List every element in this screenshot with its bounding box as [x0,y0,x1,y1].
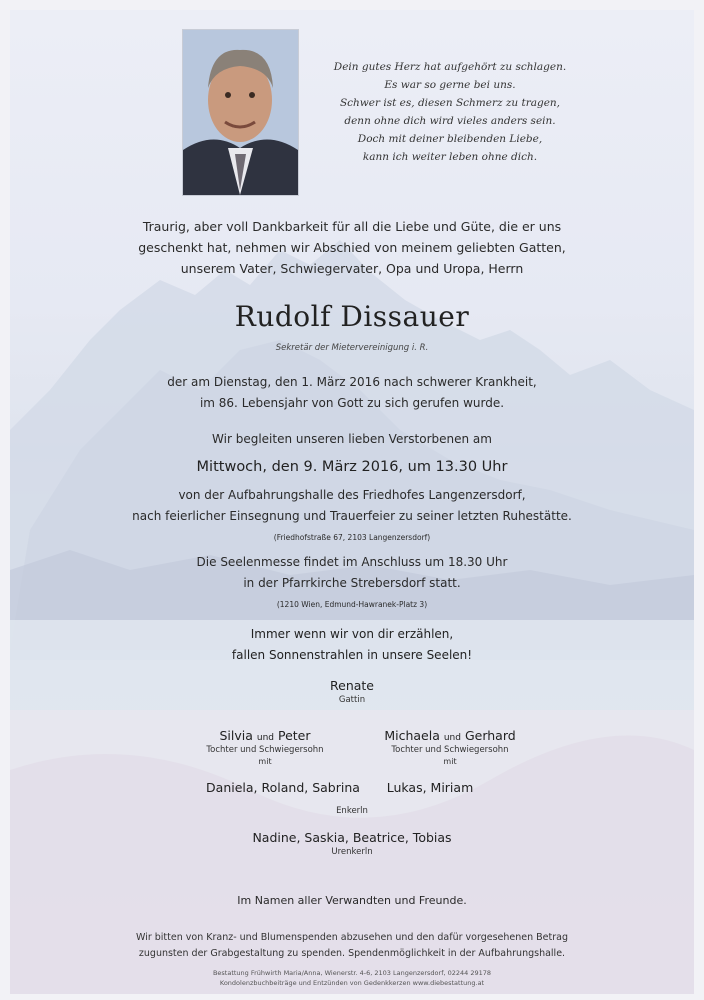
donation-request [10,930,694,962]
left-with: mit [258,757,272,766]
saying-line: fallen Sonnenstrahlen in unsere Seelen! [231,648,473,662]
imprint-line: Kondolenzbuchbeiträge und Entzünden von Gedenkkerzen www.diebestattung.at [219,979,485,987]
intro-line: geschenkt hat, nehmen wir Abschied von meinem geliebten Gatten, [138,240,566,255]
right-couple-and: und [443,733,461,743]
church-address: (1210 Wien, Edmund-Hawranek-Platz 3) [276,600,428,609]
left-couple-name-a: Silvia [219,728,253,743]
cemetery-address: (Friedhofstraße 67, 2103 Langenzersdorf) [273,533,431,542]
requiem-mass [10,552,694,615]
left-couple-and: und [256,733,275,743]
funeral-home-imprint [10,968,694,988]
memorial-saying [10,624,694,666]
imprint-line: Bestattung Frühwirth Maria/Anna, Wienerstr. 4-6, 2103 Langenzersdorf, 02244 29178 [212,969,492,977]
right-with: mit [443,757,457,766]
funeral-intro: Wir begleiten unseren lieben Verstorbenen am [212,432,492,446]
funeral-line: von der Aufbahrungshalle des Friedhofes Langenzersdorf, [178,488,526,502]
quote-line: Es war so gerne bei uns. [384,79,516,91]
left-couple-name-b: Peter [278,728,311,743]
great-grandchildren-block [10,830,694,857]
request-line: Wir bitten von Kranz- und Blumenspenden abzusehen und den dafür vorgesehenen Betrag [136,932,568,943]
right-family-block [340,728,560,766]
death-line: im 86. Lebensjahr von Gott zu sich gerufen wurde. [199,396,505,410]
wife-name: Renate [330,678,374,693]
request-line: zugunsten der Grabgestaltung zu spenden. Spendenmöglichkeit in der Aufbahrungshalle. [138,948,566,959]
funeral-date: Mittwoch, den 9. März 2016, um 13.30 Uhr [196,459,508,475]
right-couple-name-a: Michaela [384,728,440,743]
left-couple-role: Tochter und Schwiegersohn [206,745,324,755]
intro-line: Traurig, aber voll Dankbarkeit für all die Liebe und Güte, die er uns [142,219,562,234]
mass-line: in der Pfarrkirche Strebersdorf statt. [243,576,461,590]
grandchildren-role-label: Enkerln [336,806,368,816]
right-couple-name-b: Gerhard [464,728,516,743]
great-grandchildren-role: Urenkerln [331,847,373,857]
quote-line: denn ohne dich wird vieles anders sein. [344,115,556,127]
deceased-role: Sekretär der Mietervereinigung i. R. [275,343,429,353]
right-grandchildren: Lukas, Miriam [386,780,474,795]
intro-line: unserem Vater, Schwiegervater, Opa und Uropa, Herrn [180,261,524,276]
right-couple-role: Tochter und Schwiegersohn [391,745,509,755]
closing-line: Im Namen aller Verwandten und Freunde. [237,894,467,907]
portrait-photo [183,30,298,195]
grandchildren-role [10,798,694,817]
quote-line: Doch mit deiner bleibenden Liebe, [357,133,543,145]
mass-line: Die Seelenmesse findet im Anschluss um 18.30 Uhr [196,555,508,569]
intro-text [10,216,694,279]
quote-line: kann ich weiter leben ohne dich. [362,151,538,163]
funeral-details [10,485,694,548]
wife-role: Gattin [338,695,366,705]
saying-line: Immer wenn wir von dir erzählen, [250,627,454,641]
funeral-line: nach feierlicher Einsegnung und Trauerfeier zu seiner letzten Ruhestätte. [132,509,572,523]
left-grandchildren: Daniela, Roland, Sabrina [206,780,360,795]
deceased-name: Rudolf Dissauer [234,300,470,333]
parte-page [10,10,694,994]
death-notice [10,372,694,414]
great-grandchildren-names: Nadine, Saskia, Beatrice, Tobias [252,830,452,845]
quote-line: Schwer ist es, diesen Schmerz zu tragen, [339,97,561,109]
quote-line: Dein gutes Herz hat aufgehört zu schlagen. [333,61,567,73]
death-line: der am Dienstag, den 1. März 2016 nach schwerer Krankheit, [167,375,537,389]
right-couple [340,728,560,743]
wife-block [10,678,694,705]
memorial-quote [310,58,590,166]
